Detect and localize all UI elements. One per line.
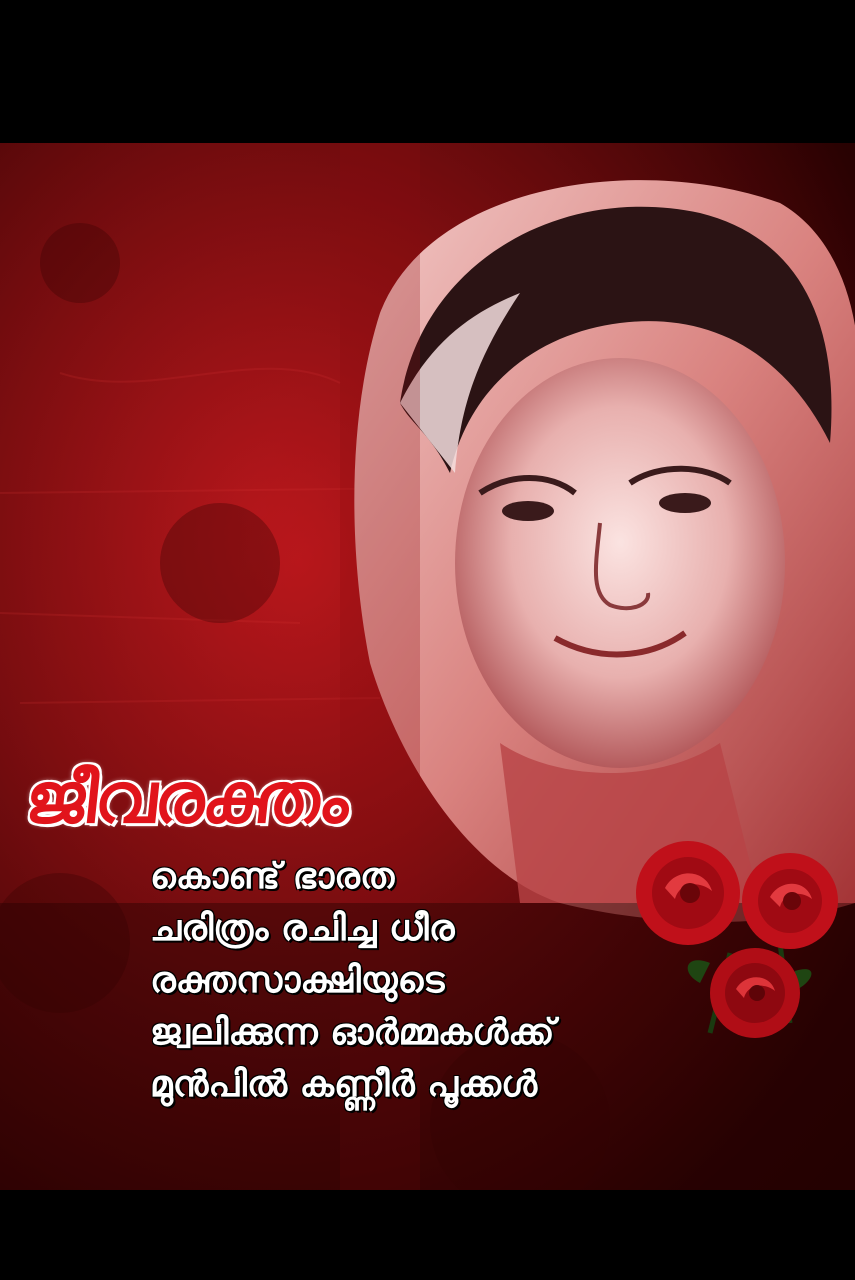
headline: ജീവരക്തം [21, 757, 352, 839]
tribute-poster [0, 143, 855, 1190]
tribute-line: ജ്വലിക്കുന്ന ഓർമ്മകൾക്ക് [150, 1012, 555, 1053]
rose-icon [742, 853, 838, 949]
rose-bouquet-icon [630, 833, 850, 1053]
tribute-text [150, 851, 710, 1111]
tribute-line: മുൻപിൽ കണ്ണീർ പൂക്കൾ [150, 1064, 538, 1105]
tribute-line: ചരിത്രം രചിച്ച ധീര [150, 908, 455, 949]
tribute-line: കൊണ്ട് ഭാരത [150, 856, 395, 897]
rose-icon [636, 841, 740, 945]
tribute-line: രക്തസാക്ഷിയുടെ [150, 960, 445, 1001]
rose-icon [710, 948, 800, 1038]
